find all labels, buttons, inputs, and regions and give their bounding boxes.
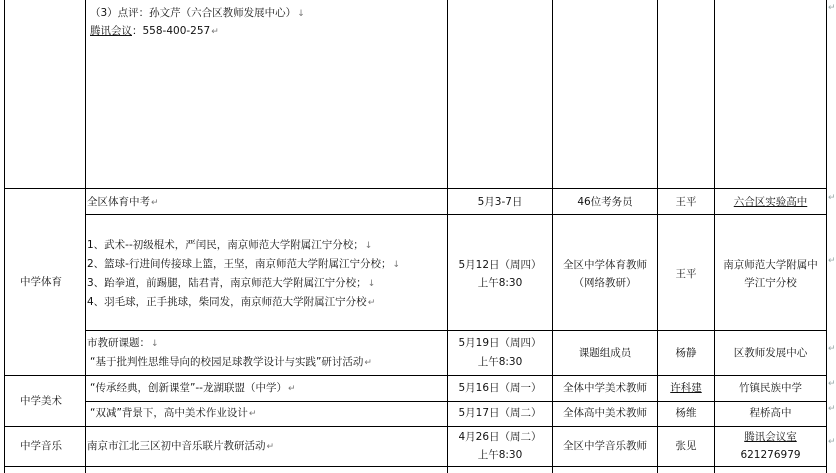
- row1-person: 王平: [675, 196, 697, 208]
- row-end-mark: ↵: [828, 404, 836, 414]
- row2-item-3: [87, 274, 375, 293]
- row4-title: [90, 379, 296, 398]
- border-art-top: [4, 375, 827, 376]
- row2-person: 王平: [675, 268, 697, 280]
- row3-title-line2-text: “基于批判性思维导向的校园足球教学设计与实践”研讨活动: [90, 356, 364, 368]
- schedule-table: [4, 0, 836, 473]
- border-col4: [657, 0, 658, 473]
- line-break-mark: ↓: [367, 279, 376, 289]
- border-left: [4, 0, 5, 473]
- row6-place-line2: 621276979: [740, 449, 801, 461]
- paragraph-mark: ↵: [151, 198, 159, 208]
- row3-place: 区教师发展中心: [733, 347, 808, 359]
- border-row1-top: [4, 188, 827, 189]
- row-end-mark: ↵: [828, 256, 836, 266]
- border-col1: [85, 0, 86, 473]
- row6-title: [87, 437, 274, 456]
- meeting-line: [90, 22, 219, 41]
- row5-person: 杨维: [675, 407, 697, 419]
- paragraph-mark: ↵: [367, 298, 376, 308]
- row4-person: 许科建: [670, 382, 702, 394]
- reviewer-line: [90, 4, 305, 23]
- row2-item-4: [87, 293, 375, 312]
- border-row5-top: [85, 401, 827, 402]
- row6-title-text: 南京市江北三区初中音乐联片教研活动: [87, 440, 266, 452]
- row1-place: 六合区实验高中: [733, 196, 808, 208]
- row1-target: 46位考务员: [577, 196, 633, 208]
- row-end-mark: ↵: [828, 193, 836, 203]
- row6-date-line1: 4月26日（周二）: [458, 431, 542, 443]
- row5-place: 程桥高中: [749, 407, 792, 419]
- group-music-label: 中学音乐: [20, 440, 62, 452]
- group-pe-label: 中学体育: [20, 276, 62, 288]
- row-end-mark: ↵: [828, 344, 836, 354]
- row1-title: [87, 193, 159, 212]
- row-end-mark: ↵: [828, 379, 836, 389]
- border-right: [826, 0, 827, 473]
- row4-date: 5月16日（周一）: [458, 382, 542, 394]
- row2-item-4-text: 4、羽毛球，正手挑球，柴同发，南京师范大学附属江宁分校: [87, 296, 367, 308]
- row4-target: 全体中学美术教师: [563, 382, 647, 394]
- group-art-label: 中学美术: [20, 395, 62, 407]
- row4-place: 竹镇民族中学: [739, 382, 802, 394]
- row6-date-line2: 上午8:30: [477, 449, 523, 461]
- row2-item-1: [87, 236, 372, 255]
- paragraph-mark: ↵: [248, 409, 257, 419]
- border-col3: [552, 0, 553, 473]
- row2-date-line1: 5月12日（周四）: [458, 259, 542, 271]
- border-row3-top: [85, 330, 827, 331]
- paragraph-mark: ↵: [266, 442, 275, 452]
- row-end-mark: ↵: [828, 3, 836, 13]
- border-bottom: [4, 466, 827, 467]
- line-break-mark: ↓: [364, 241, 373, 251]
- row3-date-line1: 5月19日（周四）: [458, 337, 542, 349]
- row2-item-2-text: 2、篮球-行进间传接球上篮，王坚，南京师范大学附属江宁分校；: [87, 258, 392, 270]
- row2-item-1-text: 1、武术--初级棍术，严闰民，南京师范大学附属江宁分校；: [87, 239, 364, 251]
- row2-target-line1: 全区中学体育教师: [563, 259, 647, 271]
- row3-date-line2: 上午8:30: [477, 356, 523, 368]
- row3-title-line2: [90, 353, 372, 372]
- row3-target: 课题组成员: [578, 347, 632, 359]
- meeting-label[interactable]: 腾讯会议: [90, 25, 132, 37]
- row3-person: 杨静: [675, 347, 697, 359]
- line-break-mark: ↓: [151, 339, 159, 349]
- row6-place-line1: 腾讯会议室: [744, 431, 797, 443]
- row5-date: 5月17日（周二）: [458, 407, 542, 419]
- row2-place-line2: 学江宁分校: [744, 277, 797, 289]
- row5-title-text: “双减”背景下，高中美术作业设计: [90, 407, 248, 419]
- row3-title-line1-text: 市教研课题：: [87, 337, 150, 349]
- row5-target: 全体高中美术教师: [563, 407, 647, 419]
- border-col2: [447, 0, 448, 473]
- row4-title-text: “传承经典，创新课堂”--龙湖联盟（中学）: [90, 382, 287, 394]
- row2-date-line2: 上午8:30: [477, 277, 523, 289]
- line-break-mark: ↓: [297, 9, 305, 19]
- line-break-mark: ↓: [392, 260, 401, 270]
- paragraph-mark: ↵: [211, 27, 219, 37]
- row1-date: 5月3-7日: [477, 196, 523, 208]
- border-music-top: [4, 426, 827, 427]
- reviewer-text: （3）点评：孙文芹（六合区教师发展中心）: [90, 7, 297, 19]
- row2-item-3-text: 3、跆拳道，前踢腿，陆君青，南京师范大学附属江宁分校；: [87, 277, 367, 289]
- row1-title-text: 全区体育中考: [87, 196, 150, 208]
- row5-title: [90, 404, 256, 423]
- meeting-id: ：558-400-257: [132, 25, 211, 37]
- row6-target: 全区中学音乐教师: [563, 440, 647, 452]
- border-row2-top: [85, 214, 827, 215]
- paragraph-mark: ↵: [364, 358, 372, 368]
- row2-target-line2: （网络教研）: [573, 277, 637, 289]
- row2-item-2: [87, 255, 400, 274]
- row3-title-line1: [87, 334, 159, 353]
- row2-place-line1: 南京师范大学附属中: [723, 259, 818, 271]
- paragraph-mark: ↵: [287, 384, 296, 394]
- border-col5: [714, 0, 715, 473]
- row-end-mark: ↵: [828, 437, 836, 447]
- row6-person: 张见: [675, 440, 697, 452]
